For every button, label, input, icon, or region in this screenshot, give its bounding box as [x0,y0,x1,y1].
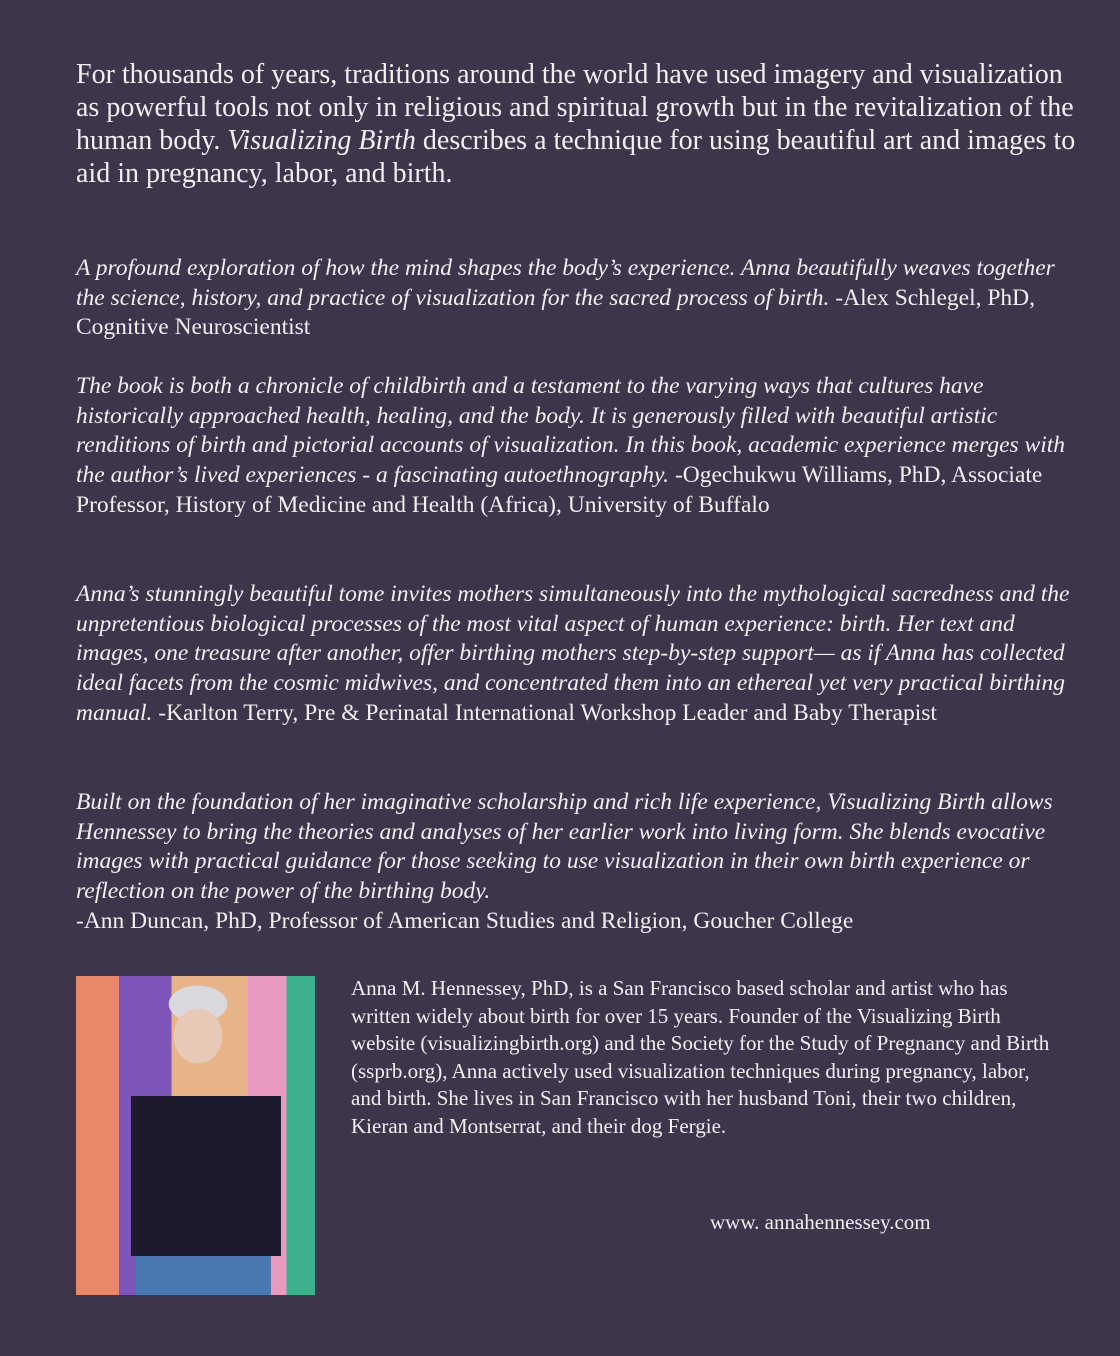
quote-attribution: -Ann Duncan, PhD, Professor of American Studies and Religion, Goucher College [76,907,854,934]
endorsement-quote: Anna’s stunningly beautiful tome invites mothers simultaneously into the mythological sacredness and the unpretentious biological processes of the most vital aspect of human experience: birth. Her text and images, one treasure after another, offer birthing mothers step-by-step support— as if Anna has collected ideal facets from the cosmic midwives, and concentrated them into an ethereal yet very practical birthing manual. -Karlton Terry, Pre & Perinatal International Workshop Leader and Baby Therapist [76,581,1070,726]
endorsement-quote: The book is both a chronicle of childbirth and a testament to the varying ways that cultures have historically approached health, healing, and the body. It is generously filled with beautiful artistic renditions of birth and pictorial accounts of visualization. In this book, academic experience merges with the author’s lived experiences - a fascinating autoethnography. -Ogechukwu Williams, PhD, Associate Professor, History of Medicine and Health (Africa), University of Buffalo [76,373,1066,518]
quote-attribution: -Ogechukwu Williams, PhD, Associate Professor, History of Medicine and Health (Africa), University of Buffalo [76,462,1043,518]
endorsement-quote: A profound exploration of how the mind shapes the body’s experience. Anna beautifully weaves together the science, history, and practice of visualization for the sacred process of birth. -Alex Schlegel, PhD, Cognitive Neuroscientist [76,255,1055,341]
endorsement-quote: Built on the foundation of her imaginative scholarship and rich life experience, Visualizing Birth allows Hennessey to bring the theories and analyses of her earlier work into living form. She blends evocative images with practical guidance for those seeking to use visualization in their own birth experience or reflection on the power of the birthing body. -Ann Duncan, PhD, Professor of American Studies and Religion, Goucher College [76,789,1053,934]
author-photo [76,976,315,1295]
author-bio: Anna M. Hennessey, PhD, is a San Francisco based scholar and artist who has written widely about birth for over 15 years. Founder of the Visualizing Birth website (visualizingbirth.org) and the Society for the Study of Pregnancy and Birth (ssprb.org), Anna actively used visualization techniques during pregnancy, labor, and birth. She lives in San Francisco with her husband Toni, their two children, Kieran and Montserrat, and their dog Fergie. [351,976,1050,1138]
book-title: Visualizing Birth [227,125,416,156]
author-website: www. annahennessey.com [710,1210,931,1234]
book-description: For thousands of years, traditions around the world have used imagery and visualization as powerful tools not only in religious and spiritual growth but in the revitalization of the human body. Visualizing Birth describes a technique for using beautiful art and images to aid in pregnancy, labor, and birth. [76,59,1076,189]
quote-attribution: -Karlton Terry, Pre & Perinatal International Workshop Leader and Baby Therapist [152,699,937,726]
quote-attribution: -Alex Schlegel, PhD, Cognitive Neuroscientist [76,284,1036,341]
